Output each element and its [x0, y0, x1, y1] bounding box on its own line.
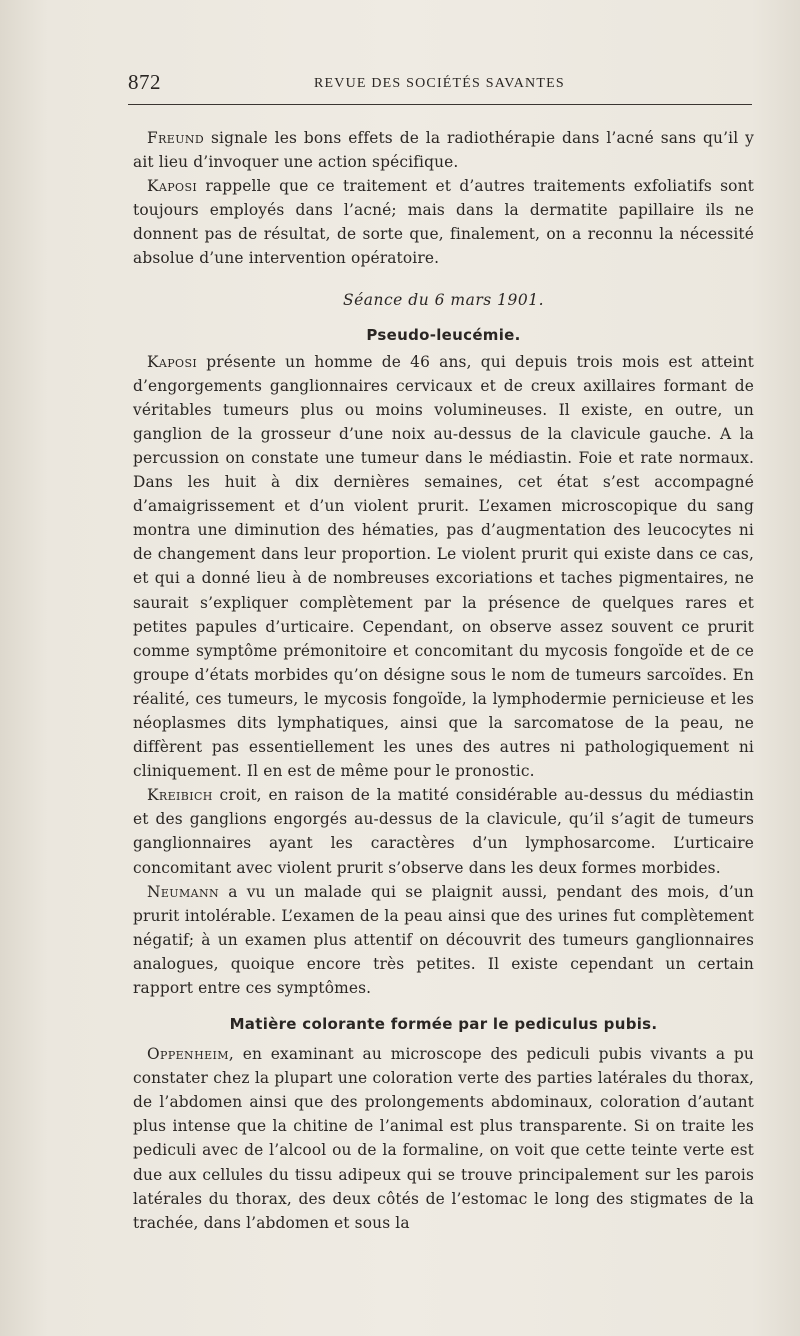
paragraph-text: , en examinant au microscope des pediculi pubis vivants a pu constater chez la plupart une coloration verte des parties latérales du thorax, de l’abdomen ainsi que des prolongements abdominaux, coloration d’autant plus intense que la chitine de l’animal est plus transparente. Si on traite les pediculi avec de l’alcool ou de la formaline, on voit que cette teinte verte est due aux cellules du tissu adipeux qui se trouve principalement sur les parois latérales du thorax, des deux côtés de l’estomac le long des stigmates de la trachée, dans l’abdomen et sous la — [133, 1045, 754, 1232]
article-body — [133, 126, 754, 1235]
page-number: 872 — [128, 70, 161, 94]
page-header — [128, 70, 752, 100]
author-name: Oppenheim — [147, 1045, 229, 1064]
paragraph-kaposi-case — [133, 350, 754, 784]
paragraph-neumann — [133, 880, 754, 1000]
session-date-heading: Séance du 6 mars 1901. — [342, 290, 545, 309]
header-rule — [128, 104, 752, 105]
paragraph-text: signale les bons effets de la radiothérapie dans l’acné sans qu’il y ait lieu d’invoquer une action spécifique. — [133, 129, 754, 172]
author-name: Kreibich — [147, 786, 213, 805]
author-name: Kaposi — [147, 177, 198, 196]
paragraph-kaposi-acne — [133, 174, 754, 270]
author-name: Kaposi — [147, 352, 198, 371]
paragraph-text: rappelle que ce traitement et d’autres traitements exfoliatifs sont toujours employés dans l’acné; mais dans la dermatite papillaire ils ne donnent pas de résultat, de sorte que, finalement, on a reconnu la nécessité absolue d’une intervention opératoire. — [133, 177, 754, 268]
author-name: Freund — [147, 129, 205, 147]
paragraph-freund — [133, 126, 754, 174]
author-name: Neumann — [147, 882, 220, 901]
section-title-pseudo-leucemie: Pseudo-leucémie. — [366, 325, 521, 344]
running-title: REVUE DES SOCIÉTÉS SAVANTES — [314, 76, 565, 91]
paragraph-oppenheim — [133, 1042, 754, 1235]
paragraph-kreibich — [133, 783, 754, 879]
section-title-matiere-colorante: Matière colorante formée par le pediculus pubis. — [229, 1015, 658, 1034]
paragraph-text: croit, en raison de la matité considérable au-dessus du médiastin et des ganglions engorgés au-dessus de la clavicule, qu’il s’agit de tumeurs ganglionnaires ayant les caractères d’un lymphosarcome. L’urticaire concomitant avec violent prurit s’observe dans les deux formes morbides. — [133, 786, 754, 877]
paragraph-text: présente un homme de 46 ans, qui depuis trois mois est atteint d’engorgements ganglionnaires cervicaux et de creux axillaires formant de véritables tumeurs plus ou moins volumineuses. Il existe, en outre, un ganglion de la grosseur d’une noix au-dessus de la clavicule gauche. A la percussion on constate une tumeur dans le médiastin. Foie et rate normaux. Dans les huit à dix dernières semaines, cet état s’est accompagné d’amaigrissement et d’un violent prurit. L’examen microscopique du sang montra une diminution des hématies, pas d’augmentation des leucocytes ni de changement dans leur proportion. Le violent prurit qui existe dans ce cas, et qui a donné lieu à de nombreuses excoriations et taches pigmentaires, ne saurait s’expliquer complètement par la présence de quelques rares et petites papules d’urticaire. Cependant, on observe assez souvent ce prurit comme symptôme prémonitoire et concomitant du mycosis fongoïde et de ce groupe d’états morbides qu’on désigne sous le nom de tumeurs sarcoïdes. En réalité, ces tumeurs, le mycosis fongoïde, la lymphodermie pernicieuse et les néoplasmes dits lymphatiques, ainsi que la sarcomatose de la peau, ne diffèrent pas essentiellement les unes des autres ni pathologiquement ni cliniquement. Il en est de même pour le pronostic. — [133, 352, 754, 781]
paragraph-text: a vu un malade qui se plaignit aussi, pendant des mois, d’un prurit intolérable. L’examen de la peau ainsi que des urines fut complètement négatif; à un examen plus attentif on découvrit des tumeurs ganglionnaires analogues, quoique encore très petites. Il existe cependant un certain rapport entre ces symptômes. — [133, 882, 754, 997]
